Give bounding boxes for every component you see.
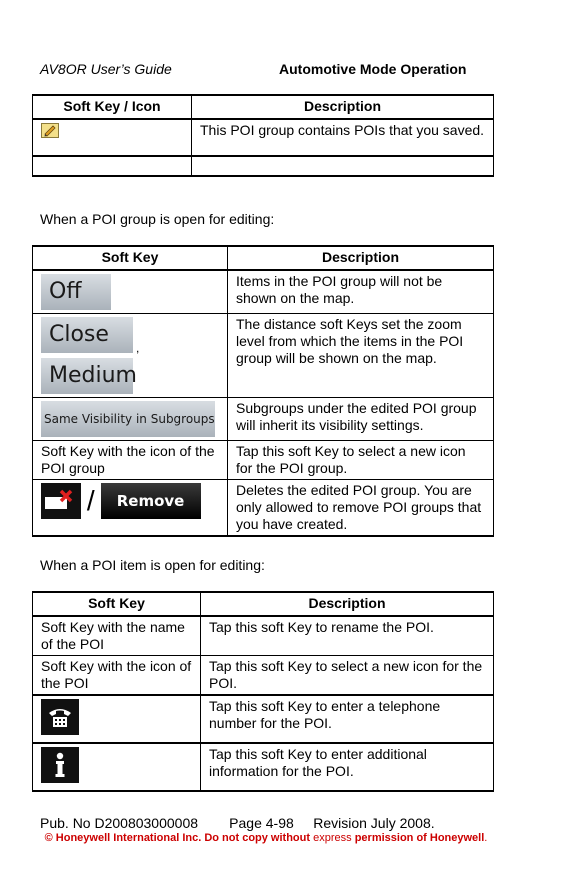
table-cell [33,480,228,537]
table-cell: Soft Key with the icon of the POI group [33,441,228,480]
separator-slash: / [86,485,95,516]
table-cell: Tap this soft Key to select a new icon for the POI group. [228,441,494,480]
publication-number: Pub. No D200803000008 [40,815,199,831]
column-header-description: Description [201,592,494,616]
copyright-notice [40,831,492,845]
table-cell [33,314,228,398]
guide-title: AV8OR User’s Guide [40,61,172,77]
column-header-description: Description [228,246,494,270]
table-cell: Soft Key with the name of the POI [33,616,201,656]
column-header-softkey: Soft Key / Icon [33,95,192,119]
table-cell [33,743,201,791]
same-visibility-button[interactable]: Same Visibility in Subgroups [41,401,215,437]
remove-button[interactable]: Remove [101,483,201,519]
poi-group-icon-table [32,94,494,177]
table-cell: Tap this soft Key to rename the POI. [201,616,494,656]
column-header-softkey: Soft Key [33,592,201,616]
section-title: Automotive Mode Operation [279,61,467,77]
table-cell: Subgroups under the edited POI group will inherit its visibility settings. [228,398,494,441]
close-button[interactable]: Close [41,317,133,353]
table-cell: Tap this soft Key to enter additional information for the POI. [201,743,494,791]
delete-folder-icon[interactable] [41,483,81,519]
table-cell: Soft Key with the icon of the POI [33,656,201,696]
poi-group-editing-intro: When a POI group is open for editing: [40,211,275,227]
revision: Revision July 2008. [313,815,435,831]
telephone-icon[interactable] [41,699,79,735]
copyright-period: . [484,832,488,844]
separator-comma: , [136,341,140,355]
column-header-description: Description [192,95,494,119]
table-cell: Tap this soft Key to select a new icon for the POI. [201,656,494,696]
poi-group-softkey-table [32,245,494,537]
medium-button[interactable]: Medium [41,358,133,394]
copyright-text: © Honeywell International Inc. Do not copy without [44,832,311,844]
table-cell [33,156,192,176]
table-cell: Deletes the edited POI group. You are only allowed to remove POI groups that you have created. [228,480,494,537]
page-number: Page 4-98 [229,815,294,831]
table-cell: This POI group contains POIs that you saved. [192,119,494,156]
poi-item-softkey-table [32,591,494,792]
column-header-softkey: Soft Key [33,246,228,270]
table-cell [33,695,201,743]
table-cell [33,398,228,441]
table-cell [192,156,494,176]
copyright-permission: permission of Honeywell [354,832,485,844]
copyright-express: express [313,832,352,844]
table-cell [33,270,228,314]
pencil-icon [41,123,59,138]
table-cell: Items in the POI group will not be shown on the map. [228,270,494,314]
info-icon[interactable] [41,747,79,783]
footer-publication-line [40,815,435,831]
off-button[interactable]: Off [41,274,111,310]
table-cell: The distance soft Keys set the zoom level from which the items in the POI group will be shown on the map. [228,314,494,398]
poi-item-editing-intro: When a POI item is open for editing: [40,557,265,573]
table-cell [33,119,192,156]
table-cell: Tap this soft Key to enter a telephone number for the POI. [201,695,494,743]
